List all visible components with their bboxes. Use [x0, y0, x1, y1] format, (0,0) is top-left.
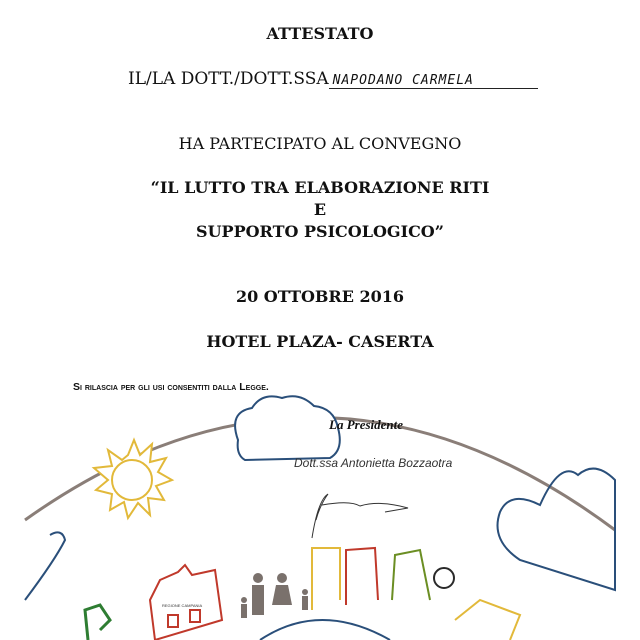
signature	[312, 494, 408, 538]
event-location: HOTEL PLAZA- CASERTA	[206, 332, 434, 351]
participation-text: HA PARTECIPATO AL CONVEGNO	[178, 134, 462, 153]
conference-title-line1: “IL LUTTO TRA ELABORAZIONE RITI	[150, 178, 490, 197]
tree-icon	[434, 568, 454, 588]
certificate-title: ATTESTATO	[266, 24, 374, 43]
bus-icon	[455, 600, 520, 640]
sun-icon	[94, 440, 172, 518]
conference-title-line2: E	[313, 200, 327, 219]
illustration-label: REGIONE CAMPANIA	[162, 603, 203, 608]
globe	[260, 620, 390, 640]
signatory-role: La Presidente	[329, 417, 404, 432]
building-icon	[312, 548, 430, 610]
recipient-line	[128, 69, 538, 89]
recipient-prefix: IL/LA DOTT./DOTT.SSA	[128, 69, 329, 89]
event-date: 20 OTTOBRE 2016	[235, 287, 405, 306]
cloud-icon	[25, 532, 65, 600]
signatory-name: Dott.ssa Antonietta Bozzaotra	[294, 456, 453, 470]
family-icon	[241, 573, 308, 618]
cloud-icon	[235, 396, 340, 460]
cloud-icon	[498, 469, 616, 590]
legal-notice: Si rilascia per gli usi consentiti dalla Legge.	[73, 381, 269, 393]
recipient-name: NAPODANO CARMELA	[329, 73, 538, 89]
tree-icon	[85, 605, 110, 640]
conference-title-line3: SUPPORTO PSICOLOGICO”	[196, 222, 444, 241]
